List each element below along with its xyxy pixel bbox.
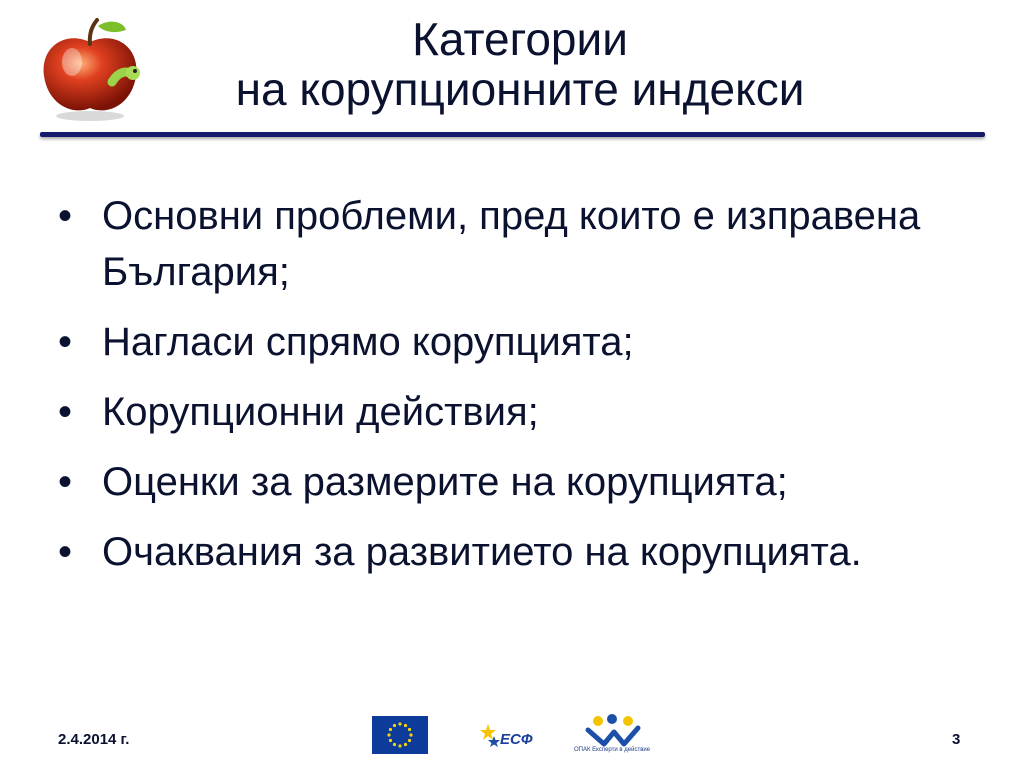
- eu-star: [409, 733, 412, 736]
- bullet-text: Очаквания за развитието на корупцията.: [102, 530, 862, 574]
- title-line-2: на корупционните индекси: [235, 63, 805, 115]
- eu-star: [393, 724, 396, 727]
- footer-date: 2.4.2014 г.: [58, 731, 130, 748]
- bullet-item: [56, 314, 956, 370]
- bullet-item: [56, 188, 956, 300]
- esf-logo-text: ЕСФ: [500, 731, 533, 748]
- page-number: 3: [952, 731, 961, 748]
- eu-star: [387, 733, 390, 736]
- eu-star: [389, 728, 392, 731]
- eu-star: [398, 722, 401, 725]
- esf-logo-icon: [478, 716, 536, 756]
- bullet-marker: •: [58, 460, 73, 504]
- bullet-list: [56, 188, 956, 594]
- eu-flag-icon: [372, 716, 428, 754]
- bullet-item: [56, 524, 956, 580]
- bullet-item: [56, 384, 956, 440]
- slide-title: [180, 14, 860, 114]
- bullet-text: Оценки за размерите на корупцията;: [102, 460, 788, 504]
- eu-star: [398, 744, 401, 747]
- title-divider: [40, 132, 985, 137]
- eu-star: [393, 743, 396, 746]
- eu-star: [404, 743, 407, 746]
- opak-logo-caption: ОПАК Експерти в действие: [574, 747, 651, 753]
- bullet-item: [56, 454, 956, 510]
- eu-star: [408, 739, 411, 742]
- bullet-marker: •: [58, 530, 73, 574]
- bullet-marker: •: [58, 390, 73, 434]
- apple-with-worm-icon: [34, 12, 146, 124]
- bullet-text: Нагласи спрямо корупцията;: [102, 320, 634, 364]
- eu-star: [408, 728, 411, 731]
- bullet-text: Корупционни действия;: [102, 390, 539, 434]
- bullet-marker: •: [58, 194, 73, 238]
- bullet-marker: •: [58, 320, 73, 364]
- bullet-text: Основни проблеми, пред които е изправена България;: [102, 194, 921, 294]
- title-line-1: Категории: [412, 13, 628, 65]
- eu-star: [389, 739, 392, 742]
- eu-star: [404, 724, 407, 727]
